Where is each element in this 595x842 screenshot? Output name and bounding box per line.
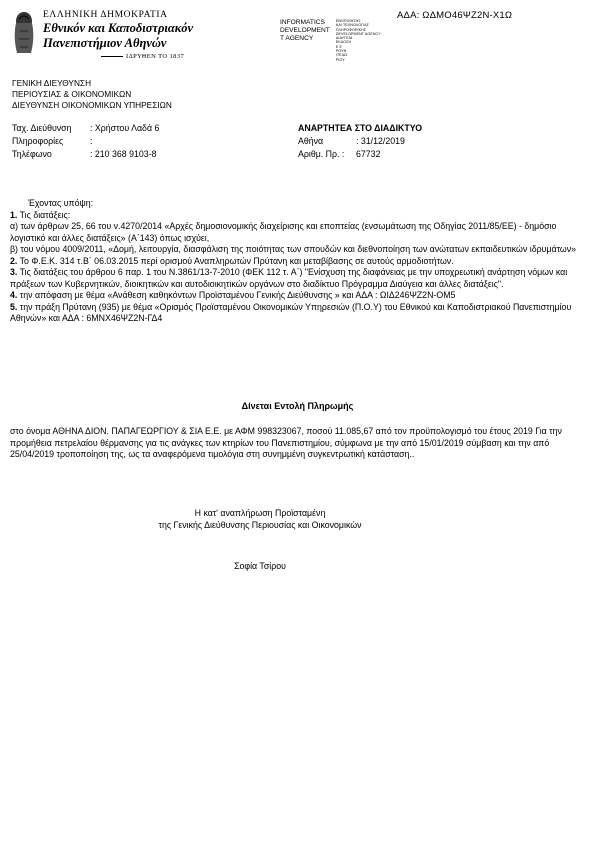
agency-small-line: ΙΤΕΙΑΣ	[335, 53, 348, 58]
agency-logo	[280, 19, 381, 62]
university-header	[43, 10, 193, 60]
republic-label: ΕΛΛΗΝΙΚΗ ΔΗΜΟΚΡΑΤΙΑ	[43, 10, 168, 20]
protocol-value: 67732	[356, 149, 381, 159]
department-block	[12, 78, 172, 111]
agency-small-line: ΡΟΥΝ	[335, 49, 347, 54]
phone-value: : 210 368 9103-8	[90, 149, 157, 159]
agency-small-line: ΠΛΗΡΟΦΟΡΙΚΗΣ	[335, 27, 367, 32]
agency-line: INFORMATICS	[280, 19, 325, 26]
agency-small-line: ΚΑΙ ΤΕΧΝΟΛΟΓΙΑΣ	[335, 23, 370, 28]
consideration-subitem: α) των άρθρων 25, 66 του ν.4270/2014 «Αρχές δημοσιονομικής διαχείρισης και εποπτείας (ενσωμάτωση της Οδηγίας 2011/85/ΕΕ) - δημόσιο λογιστικό και άλλες διατάξεις» (Α΄143) όπως ισχύει,	[10, 221, 557, 243]
consideration-item: 5. την πράξη Πρύτανη (935) με θέμα «Ορισμός Προϊσταμένου Οικονομικών Υπηρεσιών (Π.Ο.Υ) του Εθνικού και Καποδιστριακού Πανεπιστημίου Αθηνών» και ΑΔΑ : 6ΜΝΧ46ΨΖ2Ν-ΓΔ4	[10, 301, 572, 323]
considerations-intro: Έχοντας υπόψη:	[28, 198, 94, 208]
consideration-item: 1. Τις διατάξεις:	[10, 209, 71, 220]
university-name-line2: Πανεπιστήμιον Αθηνών	[43, 36, 167, 50]
city-label: Αθήνα	[298, 136, 324, 146]
address-block	[12, 122, 159, 161]
agency-small-line: ΔΙΑΥΓΕΙΑ	[335, 36, 353, 41]
department-line: ΔΙΕΥΘΥΝΣΗ ΟΙΚΟΝΟΜΙΚΩΝ ΥΠΗΡΕΣΙΩΝ	[12, 100, 172, 110]
consideration-item: 2. Το Φ.Ε.Κ. 314 τ.Β΄ 06.03.2015 περί ορισμού Αναπληρωτών Πρύτανη και μεταβίβασης σε αυτούς αρμοδιοτήτων.	[10, 255, 454, 266]
university-emblem-icon	[9, 9, 39, 55]
address-value: : Χρήστου Λαδά 6	[90, 123, 160, 133]
signatory-role: Η κατ' αναπλήρωση Προϊσταμένη	[194, 508, 326, 518]
ada-code: ΑΔΑ: ΩΔΜΟ46ΨΖ2Ν-Χ1Ω	[397, 10, 513, 21]
agency-small-line: Ε Ε	[335, 44, 342, 49]
department-line: ΓΕΝΙΚΗ ΔΙΕΥΘΥΝΣΗ	[12, 78, 92, 88]
considerations	[10, 198, 580, 325]
agency-small-line: ΕΝΟΠΟΙΗΣΗΣ	[335, 19, 361, 23]
signatory-title	[0, 507, 520, 531]
agency-small-line: ΡΙΟΥ	[335, 57, 345, 62]
payment-order-text: στο όνομα ΑΘΗΝΑ ΔΙΟΝ. ΠΑΠΑΓΕΩΡΓΙΟΥ & ΣΙΑ Ε.Ε. με ΑΦΜ 998323067, ποσού 11.085,67 από τον προϋπολογισμό του έτους 2019 Για την προμήθεια πετρελαίου θέρμανσης για τις ανάγκες των κτηρίων του Πανεπιστημίου, σύμφωνα με την από 15/01/2019 σύμβαση και την από 25/04/2019 τροποποίηση της, ως τα αναφερόμενα τιμολόγια στη συνημμένη συγκεντρωτική κατάσταση..	[10, 426, 562, 459]
consideration-item: 3. Τις διατάξεις του άρθρου 6 παρ. 1 του Ν.3861/13-7-2010 (ΦΕΚ 112 τ. Α΄) "Ενίσχυση της διαφάνειας με την υποχρεωτική ανάρτηση νόμων και πράξεων των Κυβερνητικών, διοικητικών και αυτοδιοικητικών οργάνων στο διαδίκτυο Πρόγραμμα Διαύγεια και άλλες διατάξεις".	[10, 267, 568, 289]
agency-small-line: DEVELOPMENT AGENCY	[335, 31, 381, 36]
phone-label: Τηλέφωνο	[12, 149, 52, 159]
university-name-line1: Εθνικόν και Καποδιστριακόν	[43, 21, 193, 35]
agency-line: DEVELOPMENT	[280, 27, 330, 35]
agency-line: T AGENCY	[280, 35, 314, 43]
protocol-label: Αριθμ. Πρ. :	[298, 149, 345, 159]
publish-block	[298, 122, 422, 161]
founded-label: ΙΔΡΥΘΕΝ ΤΟ 1837	[43, 53, 193, 60]
payment-order-title: Δίνεται Εντολή Πληρωμής	[241, 401, 354, 411]
consideration-item: 4. την απόφαση με θέμα «Ανάθεση καθηκόντων Προϊσταμένου Γενικής Διεύθυνσης » και ΑΔΑ : ΩΙΔ246ΨΖ2Ν-ΟΜ5	[10, 290, 456, 300]
address-label: Ταχ. Διεύθυνση	[12, 123, 72, 133]
info-value: :	[90, 136, 93, 146]
signatory-department: της Γενικής Διεύθυνσης Περιουσίας και Οικονομικών	[158, 520, 362, 530]
signatory-name: Σοφία Τσίρου	[234, 561, 286, 571]
info-label: Πληροφορίες	[12, 136, 64, 146]
agency-small-line: ΕΚΔΟΣΗ	[335, 40, 352, 45]
date-value: : 31/12/2019	[356, 136, 405, 146]
department-line: ΠΕΡΙΟΥΣΙΑΣ & ΟΙΚΟΝΟΜΙΚΩΝ	[12, 89, 132, 99]
consideration-subitem: β) του νόμου 4009/2011, «Δομή, λειτουργία, διασφάλιση της ποιότητας των σπουδών και διεθνοποίηση των ανώτατων εκπαιδευτικών ιδρυμάτων»	[10, 244, 577, 254]
publish-heading: ΑΝΑΡΤΗΤΕΑ ΣΤΟ ΔΙΑΔΙΚΤΥΟ	[298, 123, 423, 133]
